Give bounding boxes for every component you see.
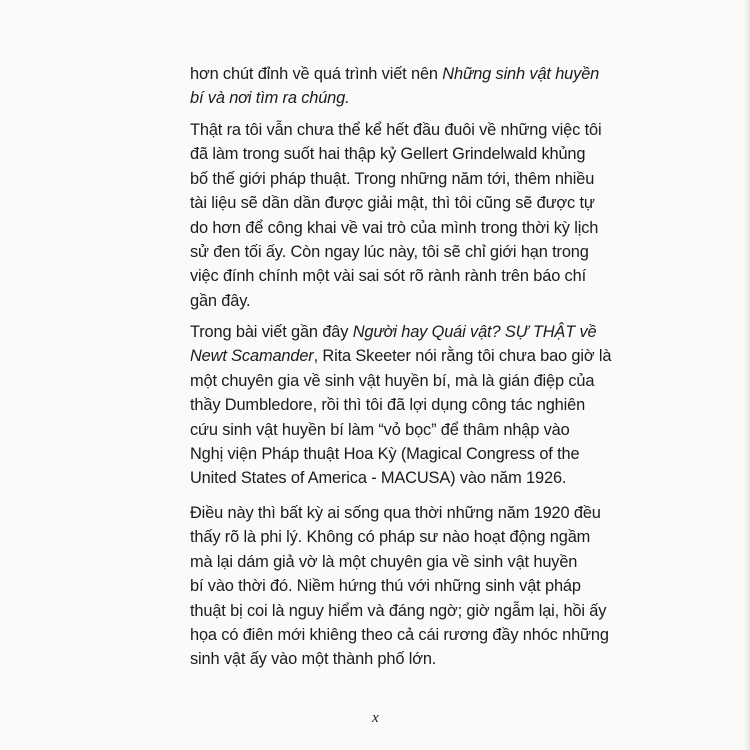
text-line — [190, 86, 578, 110]
text-run: bố thế giới pháp thuật. Trong những năm tới, thêm nhiều — [190, 169, 595, 188]
text-run: thuật bị coi là nguy hiểm và đáng ngờ; giờ ngẫm lại, hồi ấy — [190, 601, 607, 620]
paragraph-2 — [190, 118, 602, 313]
text-run: họa có điên mới khiêng theo cả cái rương đầy nhóc những — [190, 626, 609, 645]
text-line — [190, 320, 597, 344]
text-run: đã làm trong suốt hai thập kỷ Gellert Grindelwald khủng — [190, 145, 586, 164]
italic-text: Người hay Quái vật? SỰ THẬT về — [352, 323, 597, 341]
text-run: bí vào thời đó. Niềm hứng thú với những sinh vật pháp — [190, 577, 581, 596]
text-run: mà lại dám giả vờ là một chuyên gia về sinh vật huyền — [190, 552, 578, 571]
paragraph-3 — [190, 320, 612, 491]
text-run: do hơn để công khai về vai trò của mình trong thời kỳ lịch — [190, 218, 599, 237]
text-line — [190, 599, 607, 623]
text-line — [190, 264, 586, 288]
text-line — [190, 216, 599, 240]
text-line — [190, 142, 586, 166]
page-edge-shadow — [742, 0, 750, 750]
text-run: hơn chút đỉnh về quá trình viết nên — [190, 65, 443, 83]
text-line — [190, 550, 578, 574]
text-run: cứu sinh vật huyền bí làm “vỏ bọc” để thâm nhập vào — [190, 420, 570, 439]
text-run: Điều này thì bất kỳ ai sống qua thời những năm 1920 đều — [190, 504, 601, 522]
text-run: Trong bài viết gần đây — [190, 323, 353, 341]
text-line — [190, 191, 595, 215]
text-line — [190, 442, 578, 466]
text-run: Thật ra tôi vẫn chưa thể kể hết đầu đuôi về những việc tôi — [190, 121, 602, 139]
text-line — [190, 62, 600, 86]
text-line — [190, 623, 609, 647]
paragraph-4 — [190, 501, 609, 672]
text-run: United States of America - MACUSA) vào năm 1926. — [190, 469, 567, 488]
text-line — [190, 418, 578, 442]
text-run: tài liệu sẽ dần dần được giải mật, thì tôi cũng sẽ được tự — [190, 194, 595, 213]
text-line — [190, 369, 595, 393]
text-run: việc đính chính một vài sai sót rõ rành rành trên báo chí — [190, 267, 586, 286]
page-number: x — [372, 710, 379, 726]
text-line — [190, 466, 578, 490]
text-line — [190, 501, 601, 525]
text-line — [190, 525, 591, 549]
italic-text: Những sinh vật huyền — [442, 65, 600, 83]
text-run: gần đây. — [190, 291, 251, 310]
italic-text: Newt Scamander — [190, 347, 314, 366]
text-run: một chuyên gia về sinh vật huyền bí, mà là gián điệp của — [190, 371, 595, 390]
italic-text: bí và nơi tìm ra chúng. — [190, 89, 350, 108]
text-line — [190, 344, 612, 368]
text-run: sử đen tối ấy. Còn ngay lúc này, tôi sẽ chỉ giới hạn trong — [190, 243, 589, 262]
text-run: Nghị viện Pháp thuật Hoa Kỳ (Magical Congress of the — [190, 445, 580, 464]
text-run: , Rita Skeeter nói rằng tôi chưa bao giờ là — [313, 347, 612, 366]
text-run: thấy rõ là phi lý. Không có pháp sư nào hoạt động ngầm — [190, 528, 591, 547]
text-run: sinh vật ấy vào một thành phố lớn. — [190, 650, 437, 669]
paragraph-1 — [190, 62, 600, 111]
text-run: thầy Dumbledore, rồi thì tôi đã lợi dụng công tác nghiên — [190, 396, 586, 415]
text-line — [190, 393, 586, 417]
text-line — [190, 240, 589, 264]
text-line — [190, 647, 578, 671]
text-line — [190, 289, 578, 313]
text-line — [190, 574, 581, 598]
text-line — [190, 118, 602, 142]
text-line — [190, 167, 595, 191]
